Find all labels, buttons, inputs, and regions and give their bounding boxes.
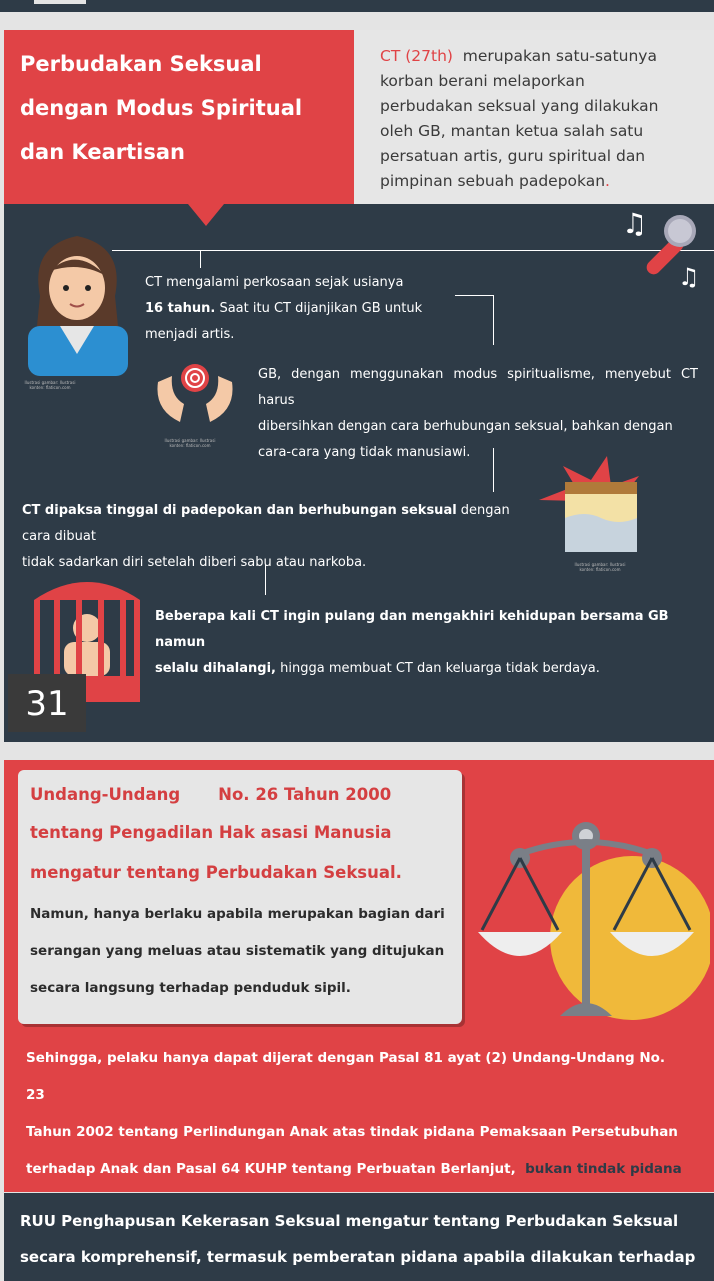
fact-line: hingga membuat CT dan keluarga tidak berdaya. <box>276 661 600 676</box>
svg-text:♫: ♫ <box>678 263 700 290</box>
paragraph-line: terhadap Anak dan Pasal 64 KUHP tentang Perbuatan Berlanjut, <box>26 1161 516 1177</box>
title-line: dan Keartisan <box>20 140 185 164</box>
law-number: No. 26 Tahun 2000 <box>218 785 392 804</box>
bill-line: RUU Penghapusan Kekerasan Seksual mengatur tentang Perbudakan Seksual <box>20 1212 679 1230</box>
hypnosis-hands-icon <box>150 360 240 430</box>
connector-line <box>200 250 201 268</box>
fact-4 <box>155 604 705 682</box>
fact-line: dengan cara dibuat <box>22 503 510 544</box>
page-number: 31 <box>8 674 86 732</box>
fact-line: Saat itu CT dijanjikan GB untuk <box>215 301 423 316</box>
fact-line: tidak sadarkan diri setelah diberi sabu atau narkoba. <box>22 555 367 570</box>
paragraph-line: Tahun 2002 tentang Perlindungan Anak atas tindak pidana Pemaksaan Persetubuhan <box>26 1124 678 1140</box>
scales-icon <box>470 820 710 1030</box>
intro-line: pimpinan sebuah padepokan <box>380 172 606 190</box>
fact-emphasis: Beberapa kali CT ingin pulang dan mengakhiri kehidupan bersama GB namun <box>155 609 669 650</box>
image-credit: Ilustrasi gambar: Ilustrasi konten: flaticon.com <box>24 380 76 390</box>
section-title <box>20 42 350 174</box>
fact-1 <box>145 270 565 348</box>
fact-line: GB, dengan menggunakan modus spiritualisme, menyebut CT harus <box>258 367 698 408</box>
victim-age: CT (27th) <box>380 47 453 65</box>
microphone-icon <box>620 205 710 290</box>
law-name: Undang-Undang <box>30 785 181 804</box>
intro-line: persatuan artis, guru spiritual dan <box>380 147 646 165</box>
fact-line: dibersihkan dengan cara berhubungan seksual, bahkan dengan <box>258 419 673 434</box>
law-scope: mengatur tentang Perbudakan Seksual. <box>30 863 402 882</box>
intro-line: perbudakan seksual yang dilakukan <box>380 97 659 115</box>
bill-line: secara komprehensif, termasuk pemberatan pidana apabila dilakukan terhadap <box>20 1248 696 1266</box>
law-body-line: secara langsung terhadap penduduk sipil. <box>30 980 351 996</box>
svg-text:♫: ♫ <box>622 207 648 240</box>
top-bar <box>0 0 714 12</box>
fact-emphasis: selalu dihalangi, <box>155 661 276 676</box>
fact-2 <box>258 362 698 466</box>
victim-avatar-icon <box>20 226 135 376</box>
top-tab <box>34 0 86 4</box>
law-subject: tentang Pengadilan Hak asasi Manusia <box>30 823 392 842</box>
fact-emphasis: 16 tahun. <box>145 301 216 316</box>
image-credit: Ilustrasi gambar: Ilustrasi konten: flaticon.com <box>574 562 626 572</box>
image-credit: Ilustrasi gambar: Ilustrasi konten: flaticon.com <box>164 438 216 448</box>
drug-jar-icon <box>535 452 645 562</box>
highlight-text: bukan tindak pidana <box>525 1161 682 1177</box>
intro-text <box>380 44 700 194</box>
title-line: dengan Modus Spiritual <box>20 96 303 120</box>
title-line: Perbudakan Seksual <box>20 52 262 76</box>
title-notch <box>188 204 224 226</box>
fact-line: menjadi artis. <box>145 327 235 342</box>
intro-line: korban berani melaporkan <box>380 72 585 90</box>
fact-line: cara-cara yang tidak manusiawi. <box>258 445 471 460</box>
law-body-line: serangan yang meluas atau sistematik yang ditujukan <box>30 943 445 959</box>
law-body-line: Namun, hanya berlaku apabila merupakan bagian dari <box>30 906 445 922</box>
paragraph-line: Sehingga, pelaku hanya dapat dijerat dengan Pasal 81 ayat (2) Undang-Undang No. 23 <box>26 1050 666 1103</box>
intro-line: oleh GB, mantan ketua salah satu <box>380 122 644 140</box>
fact-emphasis: CT dipaksa tinggal di padepokan dan berhubungan seksual <box>22 503 457 518</box>
law-text <box>30 782 450 1007</box>
intro-line: merupakan satu-satunya <box>462 47 657 65</box>
bill-text <box>20 1203 700 1275</box>
intro-period: . <box>605 172 610 190</box>
fact-line: CT mengalami perkosaan sejak usianya <box>145 275 404 290</box>
fact-3 <box>22 498 542 576</box>
